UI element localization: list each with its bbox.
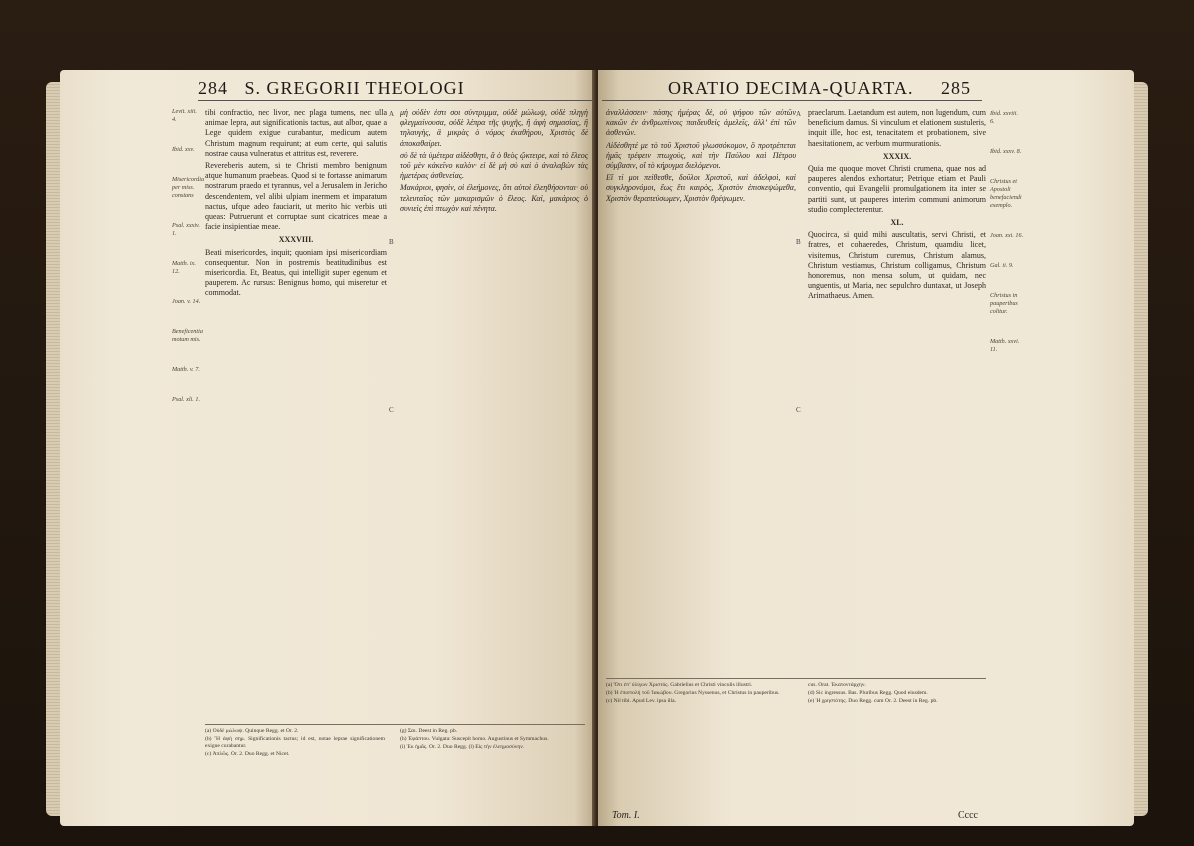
margin-note: Christus in pauperibus colitur.: [990, 292, 1018, 315]
left-page: [60, 70, 596, 826]
greek-paragraph: Εἴ τί μοι πείθεσθε, δοῦλοι Χριστοῦ, καὶ ἀδελφοὶ, καὶ συγκληρονόμοι, ἕως ἔτι καιρὸς, Χριστὸν ἐπισκεψώμεθα, Χριστὸν θεραπεύσωμεν, Χριστὸν θρέψωμεν.: [606, 173, 796, 203]
left-notes-col1: (a) Οὐδὲ μώλωψ. Quinque Regg. et Or. 2. (b) Ἢ ἀφὴ σημ. Significationis tactus; id est, notae leprae significationem exigue curabantur. (c) Ἀπλῶς. Or. 2. Duo Regg. et Nicet.: [205, 728, 385, 757]
margin-note: Christus et Apostoli benefaciendi exemplo.: [990, 178, 1022, 209]
section-heading: XXXVIII.: [278, 235, 314, 245]
latin-paragraph: Beati misericordes, inquit; quoniam ipsi misericordiam consequentur. Non in postremis beatitudinibus est misericordia. Et, Beatus, qui intelligit super egenum et pauperem. Ac rursus: Benignus homo, qui miseretur et commodat.: [205, 247, 387, 298]
right-running-title: ORATIO DECIMA-QUARTA.: [668, 78, 914, 98]
left-page-edge: [46, 82, 60, 816]
left-notes-rule: [205, 724, 585, 725]
left-section-letters: A B C: [389, 110, 395, 414]
left-greek-column: [400, 108, 588, 678]
latin-paragraph: praeclarum. Laetandum est autem, non lugendum, cum beneficium damus. Si vinculum et elationem sustuleris, inquit ille, hoc est, tenacitatem et probationem, sive haesitationem, ac verbum murmurationis.: [808, 108, 986, 148]
right-notes-col2: cus. Orat. Ἐκατοντάρχην. (d) Sic ingressus. Bas. Pluribus Regg. Quod eiusdem. (e) Ἡ χρηστότης. Duo Regg. cum Or. 2. Deest in Reg. pb.: [808, 682, 938, 704]
margin-note: Joan. xxi. 16.: [990, 232, 1024, 239]
greek-paragraph: σὺ δὲ τὰ ὑμέτερα αἰδέσθητι, ἃ ὁ θεὸς ᾤκτειρε, καὶ τὸ ἔλεος τοῦ μὲν κἀκεῖνο καλὸν· εἰ δὲ μὴ σὺ καὶ ὁ ἀναλαβὼν τὰς ἡμετέρας ἀσθενείας.: [400, 150, 588, 181]
section-heading: XXXIX.: [882, 151, 912, 161]
section-heading: XL.: [890, 218, 904, 228]
margin-note: Ibid. xxxv. 8.: [990, 148, 1022, 155]
left-head-rule: [198, 100, 593, 101]
right-page: [598, 70, 1134, 826]
margin-note: Matth. ix. 12.: [172, 260, 196, 275]
right-greek-column: [606, 108, 796, 668]
margin-note: Ibid. xxviii. 6.: [990, 110, 1019, 125]
right-margin-notes: [990, 110, 1024, 376]
margin-note: Ibid. xxv.: [172, 146, 195, 153]
margin-note: Matth. v. 7.: [172, 366, 200, 373]
left-notes-col2: (g) Σαι. Deest in Reg. pb. (h) Ἐφάπτου. Vulgata: Suscepit homo. Augustinus et Symmachus. (i) Ἐκ ἡμᾶς. Or. 2. Duo Regg. (l) Εἰς τὴν ἐλεημοσύνην.: [400, 728, 549, 750]
right-notes-rule: [606, 678, 986, 679]
left-running-title: S. GREGORII THEOLOGI: [244, 78, 465, 98]
margin-note: Matth. xxvi. 11.: [990, 338, 1020, 353]
greek-paragraph: Αἰδέσθητέ με τὸ τοῦ Χριστοῦ γλωσσόκομον, ὃ προτρέπεται ἡμᾶς τρέφειν πτωχοὺς, καὶ τὴν Παύλου καὶ Πέτρου σύμβασιν, οἳ τὸ κήρυγμα διελόμενοι.: [606, 140, 796, 171]
volume-signature: Tom. I.: [612, 810, 640, 821]
latin-paragraph: Quia me quoque movet Christi crumena, quae nos ad pauperes alendos exhortatur; Petrique etiam et Pauli conventio, qui Evangelii promulgationem ita inter se partiti sunt, ut pauperes interim communi animorum studio complecterentur.: [808, 164, 986, 214]
right-notes-col1: (a) Ὅτι ἐπ’ ὀλίγων Χριστός. Gabrielius et Christi vinculis illustri. (b) Ἡ ἐπιστολή τοῦ Ἰακώβου. Gregorius Nyssenus, et Christus in pauperibus. (c) Nil tibi. Apud Lev. ipsa illa.: [606, 682, 780, 704]
margin-note: Levit. xiii. 4.: [172, 108, 197, 123]
greek-paragraph: μὴ οὐδὲν ἐστι σοι σύντριμμα, οὐδὲ μώλωψ, οὐδὲ πληγὴ φλεγμαίνουσα, οὐδὲ λέπρα τῆς ψυχῆς, ἢ ἀφὴ σημασίας, ἢ τηλαυγὴς, ἃ μικρὰς ὁ νόμος ἐκαθήρου, Χριστὸς δὲ ἀποκαθαίρει.: [400, 108, 588, 148]
margin-note: Joan. v. 14.: [172, 298, 201, 305]
right-running-head: [668, 78, 971, 99]
right-page-number: 285: [940, 78, 971, 98]
greek-paragraph: Μακάριοι, φησὶν, οἱ ἐλεήμονες, ὅτι αὐτοὶ ἐλεηθήσονται· οὐ τελευταῖος τῶν μακαρισμῶν ὁ ἔλεος. Καὶ, μακάριος ὁ συνιεὶς ἐπὶ πτωχὸν καὶ πένητα.: [400, 183, 588, 213]
latin-paragraph: Revereberis autem, si te Christi membro benignum atque humanum praebeas. Quod si te fortasse animarum nostrarum praedo et tyrannus, vel a Jerusalem in Jericho descendentem, vel alibi ulpiam inermem et imparatum nactus, ufque adeo fauciarit, ut merito hic verbis uti queas: Putruerunt et corruptae sunt cicatrices meae a facie insipientiae meae.: [205, 161, 387, 232]
right-latin-column: [808, 108, 986, 668]
left-running-head: [198, 78, 465, 99]
latin-paragraph: Quocirca, si quid mihi auscultatis, servi Christi, et fratres, et cohaeredes, Christum, quamdiu licet, visitemus, Christum curemus, Christum alamus, Christum vestiamus, Christum colligamus, Christum honoremus, non mensa solum, ut quidam, nec unguentis, ut Maria, nec sepulchro duntaxat, ut Joseph Arimathaeus. Amen.: [808, 230, 986, 301]
margin-note: Psal. xxxiv. 1.: [172, 222, 200, 237]
margin-note: Gal. ii. 9.: [990, 262, 1014, 269]
margin-note: Psal. xli. 1.: [172, 396, 201, 403]
right-head-rule: [602, 100, 982, 101]
right-section-letters: A B C: [796, 110, 802, 414]
left-margin-notes: [172, 108, 205, 426]
greek-paragraph: ἀναλλάσσειν· πάσης ἡμέρας δὲ, οὐ ψήφου τῶν αὐτῶν κακῶν ἐν ἀνθρωπίνοις παιδευθεὶς ἀμελεῖς, ἀλλ’ ἐπὶ τῶν ἀσθενῶν.: [606, 108, 796, 138]
left-latin-column: [205, 108, 387, 678]
margin-note: Misericordia per miss. constans: [172, 176, 205, 199]
latin-paragraph: tibi confractio, nec livor, nec plaga tumens, nec ulla animae lepra, aut significationis tactus, aut albor, quae a Lege quidem exigue curabantur, medicum autem Christum magnum requirunt; at eum certe, qui salutis nostrae causa vulneratus et attritus est, reverere.: [205, 108, 387, 158]
right-page-edge: [1134, 82, 1148, 816]
left-page-number: 284: [198, 78, 228, 98]
margin-note: Beneficentia motum mis.: [172, 328, 203, 343]
quire-signature: Cccc: [958, 810, 978, 821]
